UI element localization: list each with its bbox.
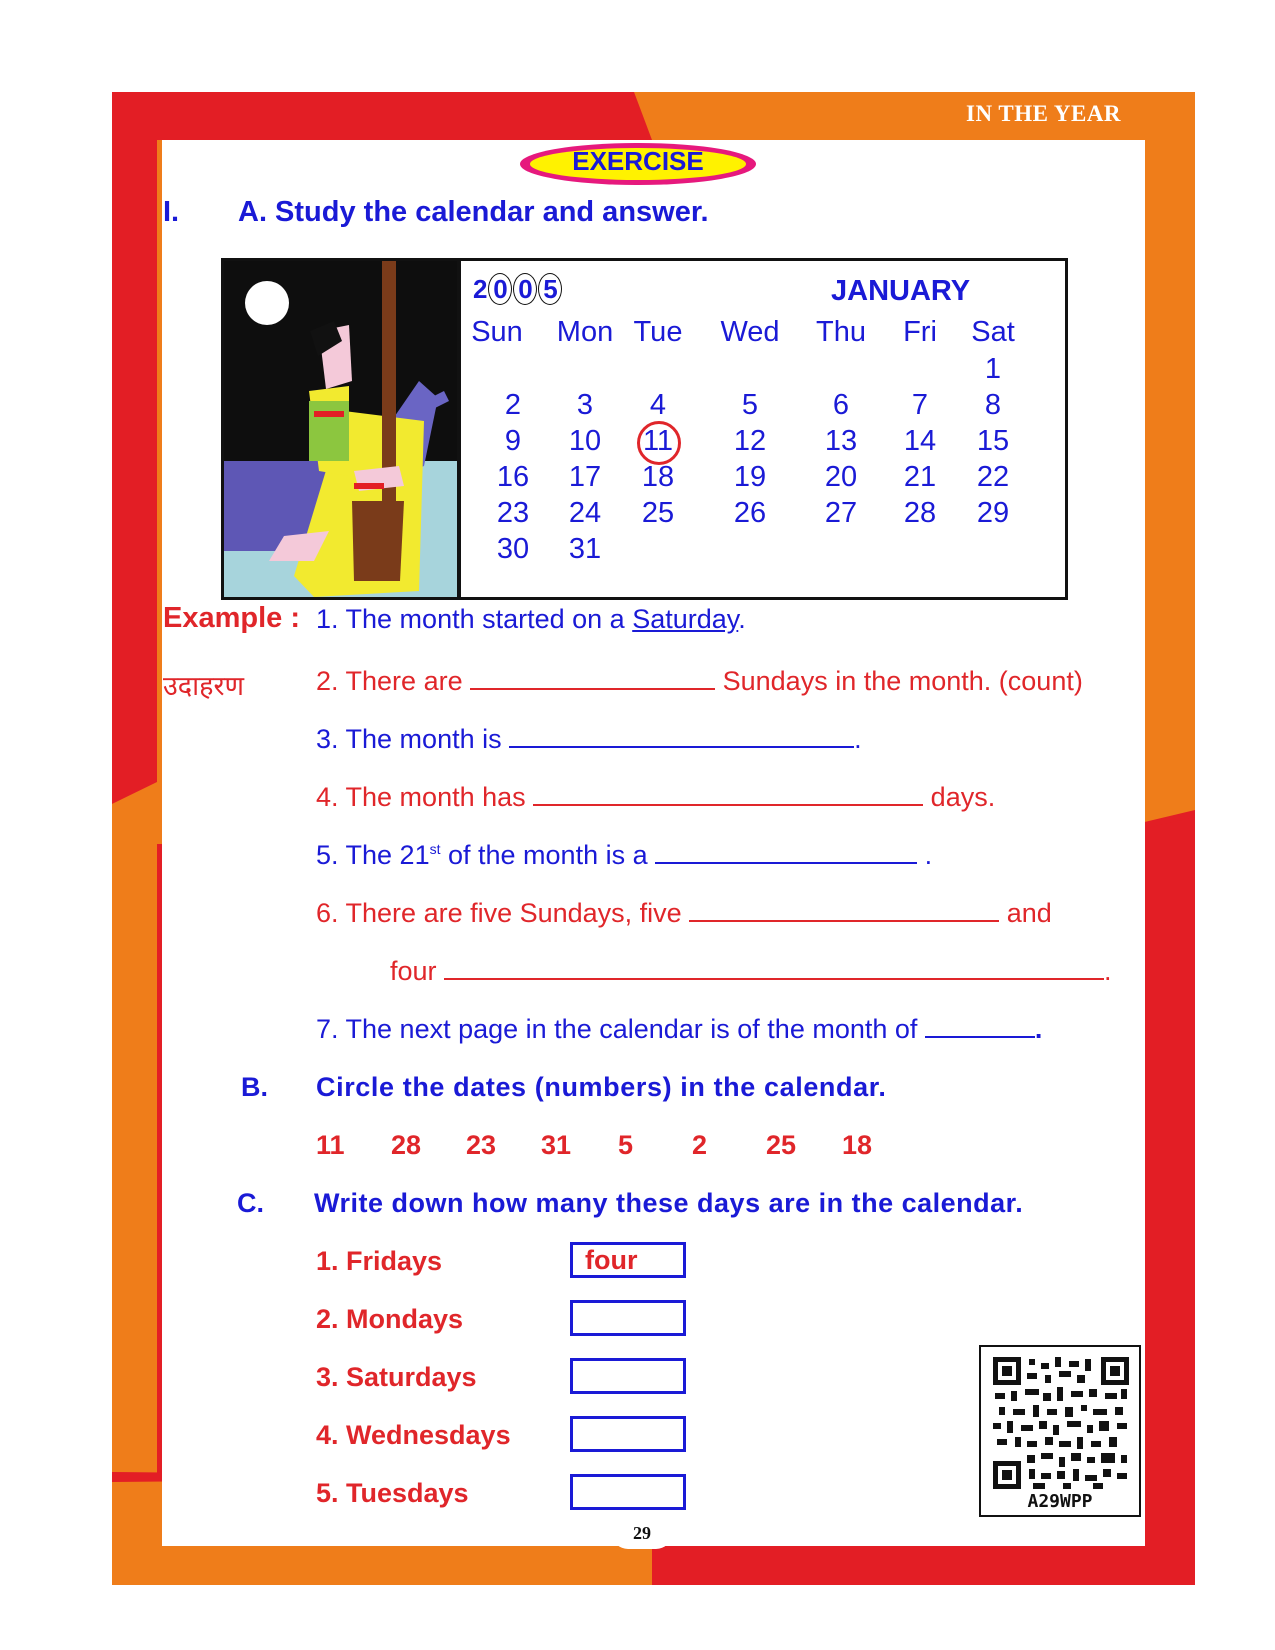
question-7 bbox=[316, 1014, 1042, 1045]
calendar-date: 30 bbox=[496, 533, 530, 565]
calendar-date: 25 bbox=[641, 497, 675, 529]
part-b-label: B. bbox=[241, 1072, 268, 1102]
question-text: 7. The next page in the calendar is of the month of bbox=[316, 1014, 918, 1044]
calendar-date: 5 bbox=[741, 389, 759, 421]
calendar-date: 9 bbox=[504, 425, 522, 457]
chapter-header: IN THE YEAR bbox=[966, 101, 1122, 126]
calendar bbox=[458, 258, 1068, 600]
calendar-date: 22 bbox=[976, 461, 1010, 493]
question-text: of the month is a bbox=[440, 840, 648, 870]
part-c-item-label: 5. Tuesdays bbox=[316, 1478, 469, 1508]
qr-code-label: A29WPP bbox=[1027, 1491, 1093, 1512]
part-b-number: 18 bbox=[842, 1130, 873, 1160]
question-1 bbox=[316, 604, 746, 635]
section-number: I. bbox=[163, 196, 180, 228]
calendar-month: JANUARY bbox=[831, 275, 971, 307]
question-2 bbox=[316, 666, 1083, 697]
calendar-date: 24 bbox=[568, 497, 602, 529]
part-c-label: C. bbox=[237, 1188, 264, 1218]
weekday-header: Sun bbox=[471, 316, 523, 348]
calendar-date: 1 bbox=[984, 353, 1002, 385]
question-text: four bbox=[390, 956, 437, 986]
calendar-year bbox=[473, 273, 562, 305]
ordinal-suffix: st bbox=[429, 841, 441, 857]
answer-blank[interactable] bbox=[444, 956, 1104, 980]
answer-blank[interactable] bbox=[470, 666, 715, 690]
calendar-date: 21 bbox=[903, 461, 937, 493]
question-text: . bbox=[1104, 956, 1112, 986]
question-text: 6. There are five Sundays, five bbox=[316, 898, 682, 928]
question-3 bbox=[316, 724, 862, 755]
question-text: . bbox=[854, 724, 862, 754]
answer-blank[interactable] bbox=[655, 840, 917, 864]
calendar-date: 12 bbox=[733, 425, 767, 457]
answer-box[interactable] bbox=[570, 1416, 686, 1452]
calendar-date: 14 bbox=[903, 425, 937, 457]
part-c-item-label: 1. Fridays bbox=[316, 1246, 443, 1276]
calendar-date: 7 bbox=[911, 389, 929, 421]
part-b-number: 25 bbox=[766, 1130, 797, 1160]
calendar-date: 26 bbox=[733, 497, 767, 529]
woman-playing-tanpura-illustration bbox=[224, 261, 457, 597]
year-digit-circled: 0 bbox=[488, 273, 512, 305]
question-text: days. bbox=[930, 782, 996, 812]
answer-box[interactable] bbox=[570, 1474, 686, 1510]
question-6 bbox=[316, 898, 1052, 929]
calendar-date: 29 bbox=[976, 497, 1010, 529]
calendar-date-circled: 11 bbox=[642, 425, 674, 457]
qr-code[interactable] bbox=[979, 1345, 1141, 1517]
weekday-header: Thu bbox=[816, 316, 866, 348]
year-digit-circled: 0 bbox=[513, 273, 537, 305]
part-c-item-label: 3. Saturdays bbox=[316, 1362, 477, 1392]
question-text: Sundays in the month. (count) bbox=[722, 666, 1083, 696]
question-text: . bbox=[1034, 1014, 1043, 1044]
calendar-date: 15 bbox=[976, 425, 1010, 457]
part-b-number: 31 bbox=[541, 1130, 572, 1160]
part-b-instruction: Circle the dates (numbers) in the calendar. bbox=[316, 1072, 887, 1102]
answer-box[interactable] bbox=[570, 1300, 686, 1336]
answer-blank[interactable] bbox=[509, 724, 854, 748]
exercise-title: EXERCISE bbox=[572, 146, 704, 176]
part-b-number: 5 bbox=[618, 1130, 634, 1160]
question-4 bbox=[316, 782, 995, 813]
answer-box[interactable] bbox=[570, 1242, 686, 1278]
question-text: 4. The month has bbox=[316, 782, 526, 812]
calendar-date: 4 bbox=[649, 389, 667, 421]
weekday-header: Wed bbox=[720, 316, 780, 348]
part-c-item-label: 2. Mondays bbox=[316, 1304, 464, 1334]
illustration bbox=[221, 258, 460, 600]
part-b-number: 2 bbox=[692, 1130, 708, 1160]
question-6-continued bbox=[390, 956, 1112, 987]
page-number: 29 bbox=[612, 1517, 672, 1549]
part-b-number: 11 bbox=[316, 1130, 345, 1160]
example-label: Example : bbox=[163, 602, 300, 634]
year-digit-circled: 5 bbox=[538, 273, 562, 305]
calendar-date: 18 bbox=[641, 461, 675, 493]
calendar-date: 16 bbox=[496, 461, 530, 493]
question-text: 2. There are bbox=[316, 666, 463, 696]
year-digit: 2 bbox=[473, 274, 488, 304]
hindi-example-label: उदाहरण bbox=[163, 671, 245, 701]
question-text: . bbox=[924, 840, 933, 870]
calendar-date: 3 bbox=[576, 389, 594, 421]
question-text: 3. The month is bbox=[316, 724, 502, 754]
weekday-header: Tue bbox=[633, 316, 683, 348]
question-5 bbox=[316, 840, 932, 871]
part-c-instruction: Write down how many these days are in the calendar. bbox=[314, 1188, 1024, 1218]
section-title: A. Study the calendar and answer. bbox=[238, 196, 709, 228]
answer-blank[interactable] bbox=[533, 782, 923, 806]
question-text: . bbox=[738, 604, 746, 634]
answer-blank[interactable] bbox=[925, 1014, 1035, 1038]
part-b-number: 23 bbox=[466, 1130, 497, 1160]
answer-box-text: four bbox=[585, 1245, 638, 1275]
calendar-date: 27 bbox=[824, 497, 858, 529]
weekday-header: Fri bbox=[903, 316, 937, 348]
answer-box[interactable] bbox=[570, 1358, 686, 1394]
calendar-date: 10 bbox=[568, 425, 602, 457]
calendar-date: 8 bbox=[984, 389, 1002, 421]
question-text: 5. The 21 bbox=[316, 840, 430, 870]
calendar-date: 13 bbox=[824, 425, 858, 457]
calendar-date: 20 bbox=[824, 461, 858, 493]
calendar-date: 23 bbox=[496, 497, 530, 529]
weekday-header: Sat bbox=[971, 316, 1015, 348]
calendar-date: 6 bbox=[832, 389, 850, 421]
part-b-number: 28 bbox=[391, 1130, 422, 1160]
question-text: 1. The month started on a bbox=[316, 604, 633, 634]
weekday-header: Mon bbox=[556, 316, 614, 348]
calendar-date: 17 bbox=[568, 461, 602, 493]
calendar-date: 2 bbox=[504, 389, 522, 421]
calendar-date: 28 bbox=[903, 497, 937, 529]
calendar-date: 19 bbox=[733, 461, 767, 493]
part-c-item-label: 4. Wednesdays bbox=[316, 1420, 511, 1450]
example-answer: Saturday bbox=[632, 604, 739, 634]
qr-code-icon bbox=[993, 1357, 1129, 1489]
answer-blank[interactable] bbox=[689, 898, 999, 922]
question-text: and bbox=[1006, 898, 1052, 928]
calendar-date: 31 bbox=[568, 533, 602, 565]
